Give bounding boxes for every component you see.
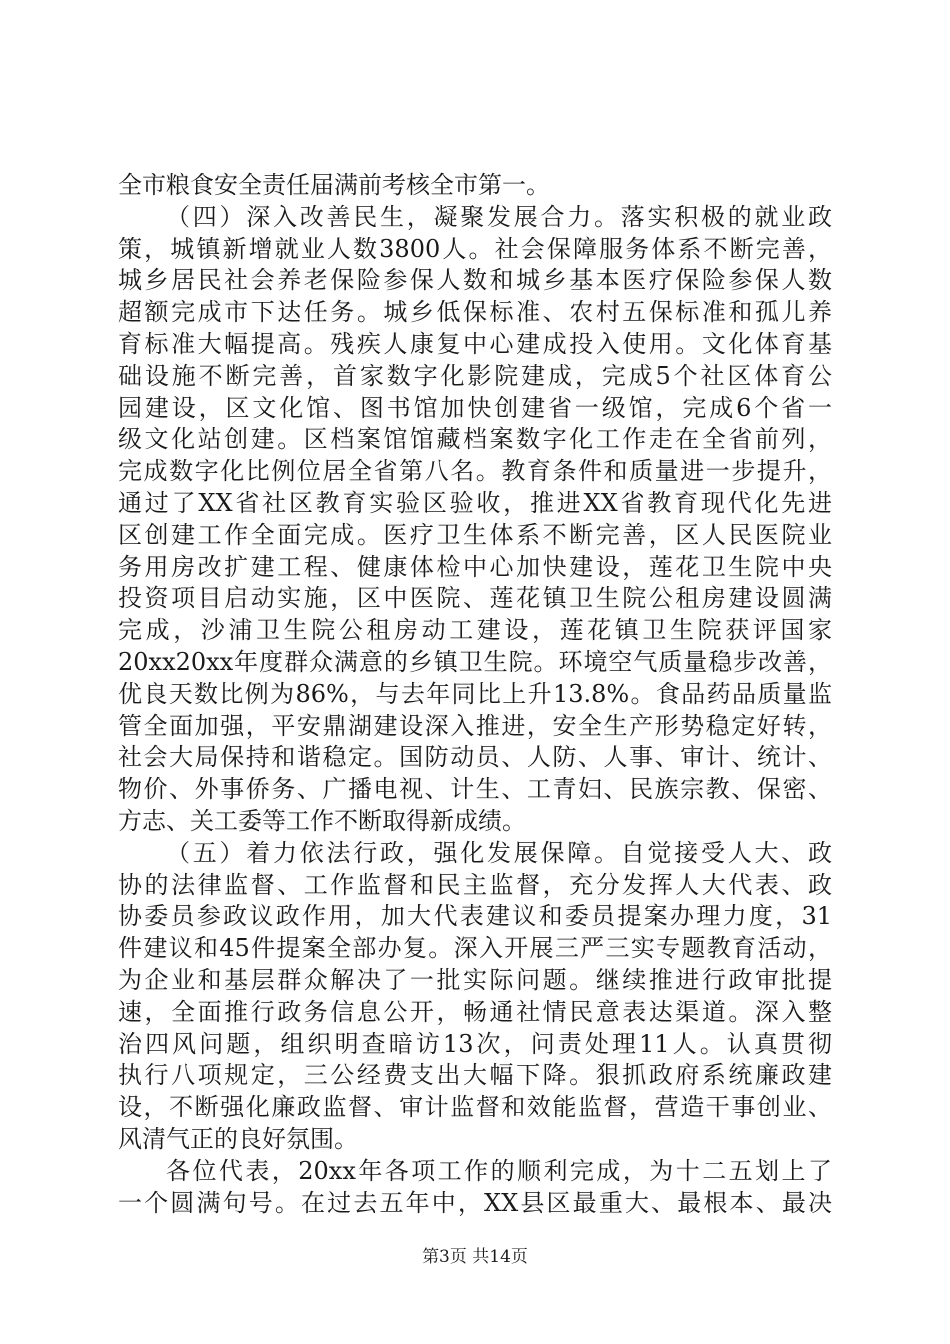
text-line: 设，不断强化廉政监督、审计监督和效能监督，营造干事创业、 [118, 1093, 832, 1122]
page-number-footer: 第3页 共14页 [422, 1247, 528, 1267]
document-body [118, 170, 832, 1219]
text-line: 区创建工作全面完成。医疗卫生体系不断完善，区人民医院业 [118, 520, 832, 549]
text-line: 件建议和45件提案全部办复。深入开展三严三实专题教育活动， [118, 934, 832, 963]
text-line: 城乡居民社会养老保险参保人数和城乡基本医疗保险参保人数 [118, 266, 832, 295]
text-line: 协委员参政议政作用，加大代表建议和委员提案办理力度，31 [118, 902, 832, 931]
text-line: 一个圆满句号。在过去五年中，XX县区最重大、最根本、最决 [118, 1188, 832, 1217]
text-line: 通过了XX省社区教育实验区验收，推进XX省教育现代化先进 [118, 488, 832, 517]
text-line: 完成数字化比例位居全省第八名。教育条件和质量进一步提升， [118, 457, 832, 486]
text-line: 20xx20xx年度群众满意的乡镇卫生院。环境空气质量稳步改善， [118, 647, 832, 676]
text-line: 策，城镇新增就业人数3800人。社会保障服务体系不断完善， [118, 234, 832, 263]
text-line: 完成，沙浦卫生院公租房动工建设，莲花镇卫生院获评国家 [118, 616, 832, 645]
text-line: （五）着力依法行政，强化发展保障。自觉接受人大、政 [166, 838, 832, 867]
text-line: 务用房改扩建工程、健康体检中心加快建设，莲花卫生院中央 [118, 552, 832, 581]
text-line: 执行八项规定，三公经费支出大幅下降。狠抓政府系统廉政建 [118, 1061, 832, 1090]
text-line: 速，全面推行政务信息公开，畅通社情民意表达渠道。深入整 [118, 997, 832, 1026]
text-line: 协的法律监督、工作监督和民主监督，充分发挥人大代表、政 [118, 870, 832, 899]
text-line: 育标准大幅提高。残疾人康复中心建成投入使用。文化体育基 [118, 329, 832, 358]
text-line: 各位代表，20xx年各项工作的顺利完成，为十二五划上了 [166, 1156, 832, 1185]
text-line: （四）深入改善民生，凝聚发展合力。落实积极的就业政 [166, 202, 832, 231]
text-line: 超额完成市下达任务。城乡低保标准、农村五保标准和孤儿养 [118, 298, 832, 327]
text-line: 风清气正的良好氛围。 [118, 1124, 358, 1153]
text-line: 方志、关工委等工作不断取得新成绩。 [118, 806, 526, 835]
text-line: 全市粮食安全责任届满前考核全市第一。 [118, 171, 550, 199]
text-line: 级文化站创建。区档案馆馆藏档案数字化工作走在全省前列， [118, 425, 832, 454]
text-line: 础设施不断完善，首家数字化影院建成，完成5个社区体育公 [118, 361, 832, 390]
text-line: 物价、外事侨务、广播电视、计生、工青妇、民族宗教、保密、 [118, 775, 832, 804]
text-line: 治四风问题，组织明查暗访13次，问责处理11人。认真贯彻 [118, 1029, 832, 1058]
text-line: 优良天数比例为86%，与去年同比上升13.8%。食品药品质量监 [118, 679, 832, 708]
text-line: 投资项目启动实施，区中医院、莲花镇卫生院公租房建设圆满 [118, 584, 832, 613]
text-line: 为企业和基层群众解决了一批实际问题。继续推进行政审批提 [118, 965, 832, 994]
text-line: 园建设，区文化馆、图书馆加快创建省一级馆，完成6个省一 [118, 393, 832, 422]
text-line: 社会大局保持和谐稳定。国防动员、人防、人事、审计、统计、 [118, 743, 832, 772]
text-line: 管全面加强，平安鼎湖建设深入推进，安全生产形势稳定好转， [118, 711, 832, 740]
